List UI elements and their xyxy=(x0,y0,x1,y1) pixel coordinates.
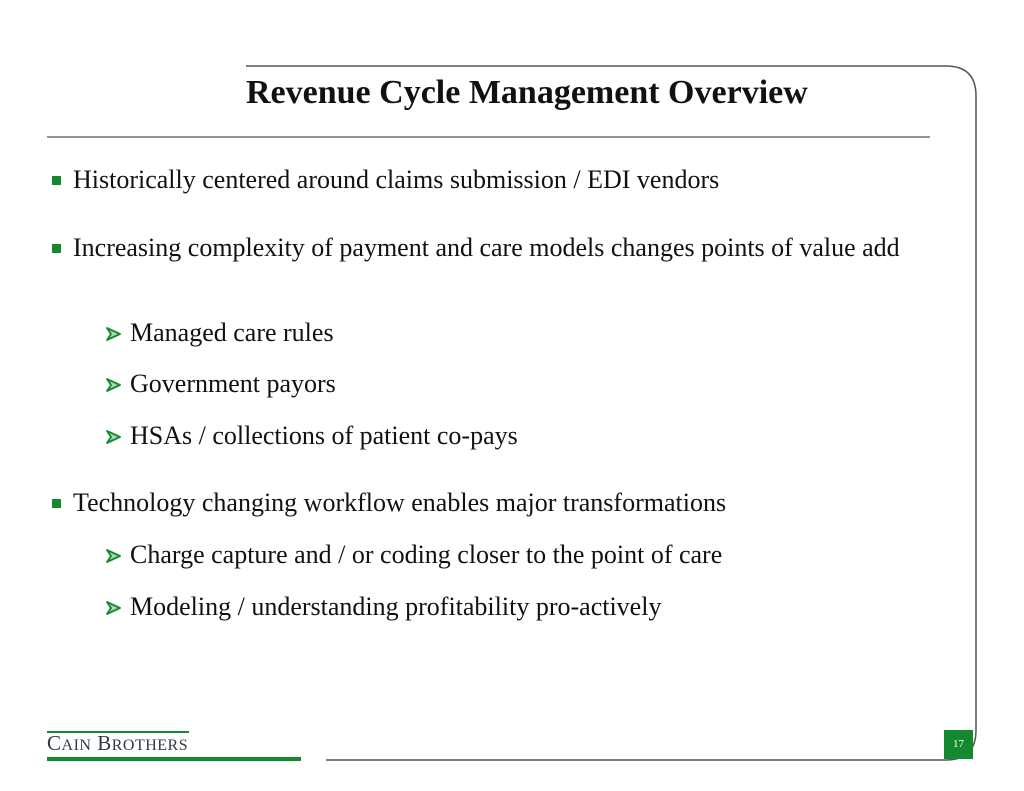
square-bullet-icon xyxy=(52,244,61,253)
square-bullet-icon xyxy=(52,176,61,185)
sub-bullet-item xyxy=(106,590,661,624)
sub-bullet-text: Charge capture and / or coding closer to the point of care xyxy=(130,540,723,569)
page-number: 17 xyxy=(944,730,973,759)
logo-letters: AIN xyxy=(61,737,92,754)
logo-rule-bottom xyxy=(47,757,301,761)
sub-bullet-text: Modeling / understanding profitability pro-actively xyxy=(130,592,662,621)
sub-bullet-item xyxy=(106,367,336,401)
arrow-bullet-icon xyxy=(106,590,130,624)
logo-letter: C xyxy=(47,731,62,755)
bullet-text: Historically centered around claims submission / EDI vendors xyxy=(73,165,720,194)
arrow-bullet-icon xyxy=(106,419,130,453)
sub-bullet-item xyxy=(106,419,518,453)
bullet-item xyxy=(50,163,950,197)
sub-bullet-text: Government payors xyxy=(130,369,336,398)
square-bullet-icon xyxy=(52,499,61,508)
page-title: Revenue Cycle Management Overview xyxy=(246,74,808,111)
logo-letter: B xyxy=(97,731,112,755)
arrow-bullet-icon xyxy=(106,538,130,572)
arrow-bullet-icon xyxy=(106,316,130,350)
bullet-item xyxy=(50,486,950,520)
logo-letters: ROTHERS xyxy=(111,737,189,754)
sub-bullet-text: HSAs / collections of patient co-pays xyxy=(130,421,518,450)
sub-bullet-text: Managed care rules xyxy=(130,318,334,347)
arrow-bullet-icon xyxy=(106,367,130,401)
bullet-text: Technology changing workflow enables major transformations xyxy=(73,488,727,517)
bullet-text: Increasing complexity of payment and care models changes points of value add xyxy=(73,233,900,262)
bullet-item xyxy=(50,231,950,265)
sub-bullet-item xyxy=(106,538,722,572)
company-logo xyxy=(47,731,188,756)
sub-bullet-item xyxy=(106,316,334,350)
